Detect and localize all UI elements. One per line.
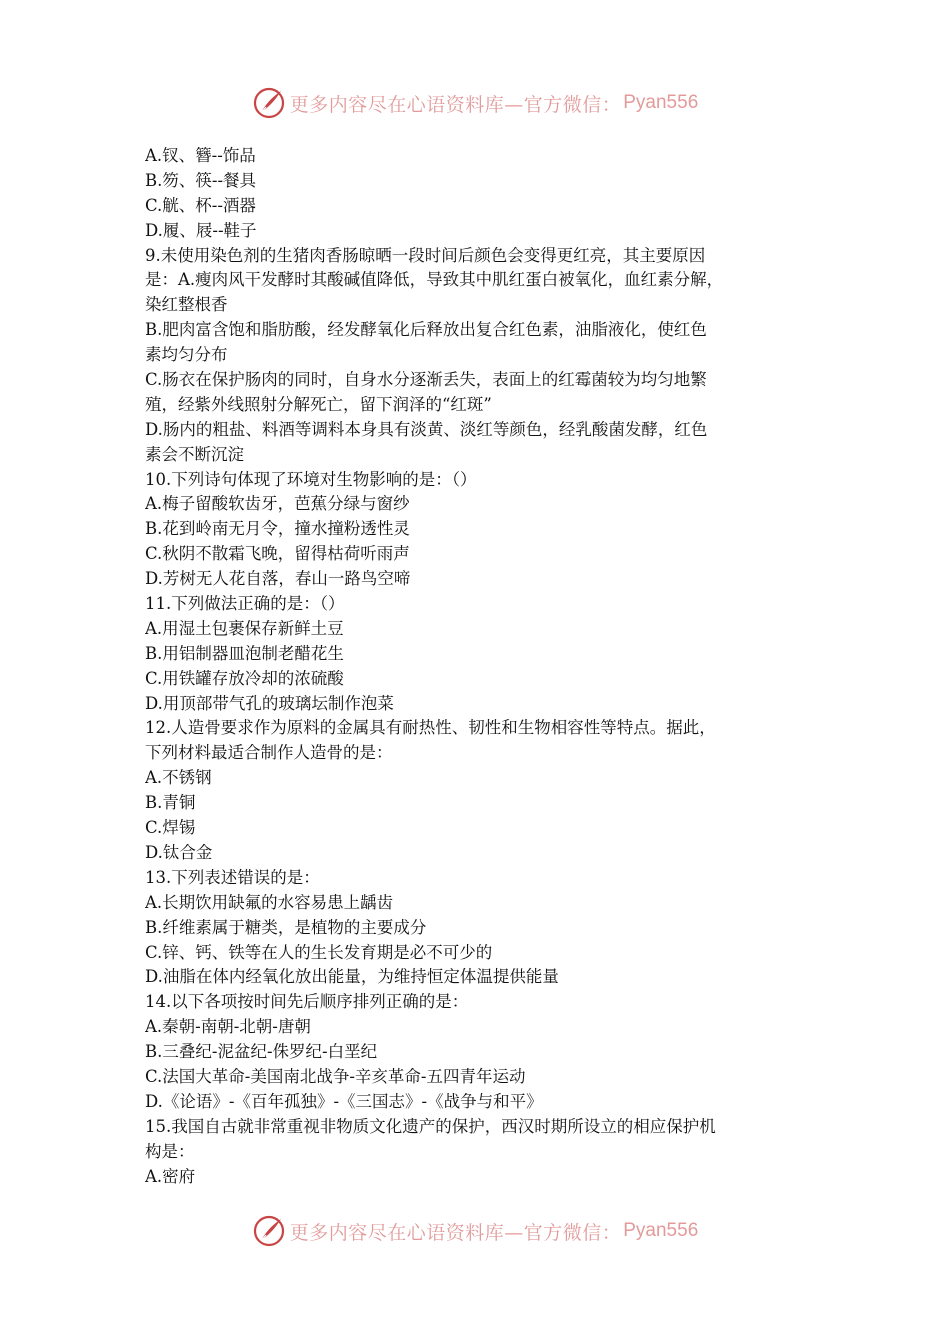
text-line: B.肥肉富含饱和脂肪酸，经发酵氧化后释放出复合红色素，油脂液化，使红色 xyxy=(145,320,707,340)
text-line: B.笏、筷--餐具 xyxy=(145,170,257,190)
text-line: C.秋阴不散霜飞晚，留得枯荷听雨声 xyxy=(145,544,410,564)
text-line: C.用铁罐存放冷却的浓硫酸 xyxy=(145,668,344,688)
text-line: D.钛合金 xyxy=(145,842,213,862)
text-line: 殖，经紫外线照射分解死亡，留下润泽的“红斑” xyxy=(145,394,492,414)
text-line: 下列材料最适合制作人造骨的是： xyxy=(145,743,393,763)
quill-logo-icon xyxy=(252,1214,286,1248)
text-line: A.钗、簪--饰品 xyxy=(145,146,256,165)
watermark-wechat-id: Pyan556 xyxy=(623,92,699,113)
text-line: C.锌、钙、铁等在人的生长发育期是必不可少的 xyxy=(145,942,493,962)
watermark-text: 更多内容尽在心语资料库—官方微信： xyxy=(289,1221,622,1244)
text-line: B.花到岭南无月令，撞水撞粉透性灵 xyxy=(145,519,410,539)
text-line: 素会不断沉淀 xyxy=(145,444,244,464)
question-10-line: 10.下列诗句体现了环境对生物影响的是：（） xyxy=(145,469,477,489)
text-line: D.肠内的粗盐、料酒等调料本身具有淡黄、淡红等颜色，经乳酸菌发酵，红色 xyxy=(145,419,708,439)
text-line: C.法国大革命-美国南北战争-辛亥革命-五四青年运动 xyxy=(145,1066,526,1086)
text-line: B.用铝制器皿泡制老醋花生 xyxy=(145,643,344,663)
text-line: A.秦朝-南朝-北朝-唐朝 xyxy=(145,1017,311,1037)
question-9-line: 9.未使用染色剂的生猪肉香肠晾晒一段时间后颜色会变得更红亮，其主要原因 xyxy=(145,245,706,265)
document-body xyxy=(145,144,825,1189)
text-line: A.用湿土包裹保存新鲜土豆 xyxy=(145,618,344,638)
question-14-line: 14.以下各项按时间先后顺序排列正确的是： xyxy=(145,992,469,1012)
text-line: A.长期饮用缺氟的水容易患上龋齿 xyxy=(145,892,394,912)
text-line: C.觥、杯--酒器 xyxy=(145,195,256,215)
text-line: 素均匀分布 xyxy=(145,345,228,365)
question-13-line: 13.下列表述错误的是： xyxy=(145,867,320,887)
text-line: A.不锈钢 xyxy=(145,768,212,788)
question-15-line: 15.我国自古就非常重视非物质文化遗产的保护，西汉时期所设立的相应保护机 xyxy=(145,1116,716,1136)
text-line: C.肠衣在保护肠肉的同时，自身水分逐渐丢失，表面上的红霉菌较为均匀地繁 xyxy=(145,370,707,390)
text-line: C.焊锡 xyxy=(145,818,196,838)
text-line: D.《论语》-《百年孤独》-《三国志》-《战争与和平》 xyxy=(145,1091,543,1111)
text-line: D.履、屐--鞋子 xyxy=(145,220,257,240)
text-line: B.青铜 xyxy=(145,793,196,813)
question-12-line: 12.人造骨要求作为原料的金属具有耐热性、韧性和生物相容性等特点。据此， xyxy=(145,718,716,738)
text-line: D.用顶部带气孔的玻璃坛制作泡菜 xyxy=(145,693,394,713)
text-line: D.油脂在体内经氧化放出能量，为维持恒定体温提供能量 xyxy=(145,967,559,987)
text-line: B.纤维素属于糖类，是植物的主要成分 xyxy=(145,917,427,937)
text-line: A.梅子留酸软齿牙，芭蕉分绿与窗纱 xyxy=(145,494,410,514)
quill-logo-icon xyxy=(252,86,286,120)
text-line: D.芳树无人花自落，春山一路鸟空啼 xyxy=(145,569,411,589)
watermark-wechat-id: Pyan556 xyxy=(623,1220,699,1241)
text-line: 染红整根香 xyxy=(145,295,228,315)
question-11-line: 11.下列做法正确的是：（） xyxy=(145,594,345,614)
watermark-text: 更多内容尽在心语资料库—官方微信： xyxy=(289,93,622,116)
header-watermark xyxy=(0,83,950,123)
text-line: 是：A.瘦肉风干发酵时其酸碱值降低，导致其中肌红蛋白被氧化，血红素分解， xyxy=(145,270,724,290)
text-line: B.三叠纪-泥盆纪-侏罗纪-白垩纪 xyxy=(145,1042,378,1062)
text-line: A.密府 xyxy=(145,1166,196,1186)
footer-watermark xyxy=(0,1211,950,1251)
text-line: 构是： xyxy=(145,1141,195,1161)
